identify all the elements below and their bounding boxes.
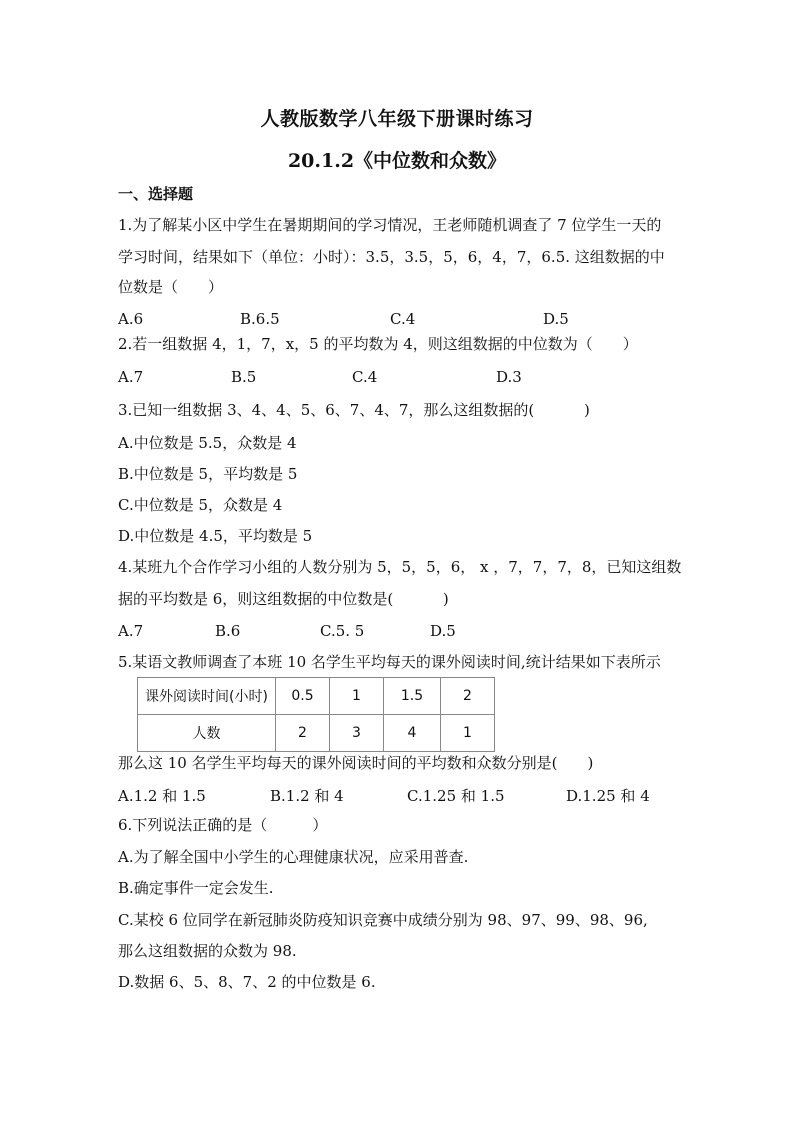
table-cell: 3	[330, 715, 384, 752]
q3-option-b: B.中位数是 5，平均数是 5	[118, 465, 298, 483]
reading-time-table	[137, 677, 495, 752]
q5-text: 5.某语文教师调查了本班 10 名学生平均每天的课外阅读时间,统计结果如下表所示	[118, 653, 661, 671]
table-row	[138, 678, 495, 715]
q2-option-a: A.7	[118, 368, 144, 386]
q5-option-b: B.1.2 和 4	[270, 787, 344, 805]
q4-option-c: C.5. 5	[320, 622, 365, 640]
q6-text: 6.下列说法正确的是（ ）	[118, 816, 328, 834]
q4-line-1: 4.某班九个合作学习小组的人数分别为 5，5，5，6， x ，7，7，7，8，已知这组数	[118, 558, 682, 576]
q2-option-b: B.5	[231, 368, 257, 386]
document-subtitle: 20.1.2《中位数和众数》	[287, 150, 507, 172]
table-cell: 人数	[138, 715, 276, 752]
q3-option-a: A.中位数是 5.5，众数是 4	[118, 434, 297, 452]
section-heading: 一、选择题	[118, 185, 194, 203]
q1-option-d: D.5	[543, 310, 569, 328]
table-cell: 2	[441, 678, 495, 715]
q6-option-d: D.数据 6、5、8、7、2 的中位数是 6.	[118, 973, 376, 991]
q1-option-b: B.6.5	[240, 310, 280, 328]
table-cell: 1	[441, 715, 495, 752]
q4-line-2: 据的平均数是 6，则这组数据的中位数是( )	[118, 590, 449, 608]
table-cell: 课外阅读时间(小时)	[138, 678, 276, 715]
q3-text: 3.已知一组数据 3、4、4、5、6、7、4、7，那么这组数据的( )	[118, 401, 590, 419]
q2-option-d: D.3	[496, 368, 522, 386]
table-cell: 0.5	[276, 678, 330, 715]
q6-option-c: C.某校 6 位同学在新冠肺炎防疫知识竞赛中成绩分别为 98、97、99、98、96,	[118, 911, 648, 929]
q1-option-a: A.6	[118, 310, 144, 328]
q3-option-d: D.中位数是 4.5，平均数是 5	[118, 527, 313, 545]
q5-option-d: D.1.25 和 4	[566, 787, 650, 805]
q2-text: 2.若一组数据 4，1，7，x，5 的平均数为 4，则这组数据的中位数为（ ）	[118, 335, 638, 353]
q4-option-d: D.5	[430, 622, 456, 640]
document-title: 人教版数学八年级下册课时练习	[260, 108, 534, 130]
q4-option-b: B.6	[215, 622, 241, 640]
table-cell: 1.5	[384, 678, 441, 715]
table-cell: 1	[330, 678, 384, 715]
table-cell: 2	[276, 715, 330, 752]
q1-option-c: C.4	[390, 310, 416, 328]
q6-option-c-cont: 那么这组数据的众数为 98.	[118, 942, 297, 960]
q1-line-3: 位数是（ ）	[118, 278, 224, 296]
table-cell: 4	[384, 715, 441, 752]
q3-option-c: C.中位数是 5，众数是 4	[118, 496, 283, 514]
q6-option-b: B.确定事件一定会发生.	[118, 879, 274, 897]
q6-option-a: A.为了解全国中小学生的心理健康状况，应采用普查.	[118, 848, 469, 866]
q5-question: 那么这 10 名学生平均每天的课外阅读时间的平均数和众数分别是( )	[118, 754, 594, 772]
q4-option-a: A.7	[118, 622, 144, 640]
q1-line-1: 1.为了解某小区中学生在暑期期间的学习情况，王老师随机调查了 7 位学生一天的	[118, 216, 662, 234]
q5-option-c: C.1.25 和 1.5	[407, 787, 505, 805]
table-row	[138, 715, 495, 752]
q1-line-2: 学习时间，结果如下（单位：小时）：3.5，3.5，5，6，4，7，6.5. 这组数据的中	[118, 248, 665, 266]
q5-option-a: A.1.2 和 1.5	[118, 787, 206, 805]
q2-option-c: C.4	[352, 368, 378, 386]
